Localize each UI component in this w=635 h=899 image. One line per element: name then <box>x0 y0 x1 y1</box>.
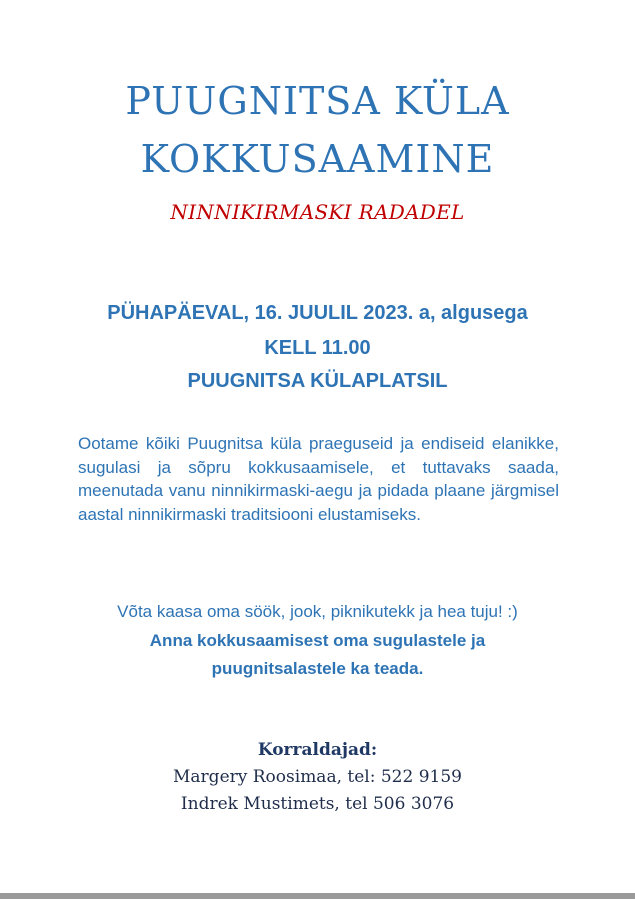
subtitle: NINNIKIRMASKI RADADEL <box>170 200 465 224</box>
location-line: PUUGNITSA KÜLAPLATSIL <box>187 370 448 392</box>
organizer-2: Indrek Mustimets, tel 506 3076 <box>180 794 455 814</box>
date-line: PÜHAPÄEVAL, 16. JUULIL 2023. a, algusega <box>107 302 528 324</box>
invitation-paragraph: Ootame kõiki Puugnitsa küla praeguseid ja endiseid elanikke, sugulasi ja sõpru kokkusaamisele, et tuttavaks saada, meenutada vanu ninnikirmaski-aegu ja pidada plaane järgmisel aastal ninnikirmaski traditsiooni elustamiseks. <box>78 434 559 524</box>
share-line-2: puugnitsalastele ka teada. <box>211 659 424 678</box>
title-line-1: PUUGNITSA KÜLA <box>125 79 510 123</box>
title-line-2: KOKKUSAAMINE <box>140 137 495 181</box>
organizer-1: Margery Roosimaa, tel: 522 9159 <box>173 767 462 787</box>
page-bottom-divider <box>0 893 635 899</box>
organizers-heading: Korraldajad: <box>257 740 378 760</box>
time-line: KELL 11.00 <box>264 337 371 359</box>
bring-along-line: Võta kaasa oma söök, jook, piknikutekk ja hea tuju! :) <box>117 602 518 621</box>
share-line-1: Anna kokkusaamisest oma sugulastele ja <box>149 631 486 650</box>
